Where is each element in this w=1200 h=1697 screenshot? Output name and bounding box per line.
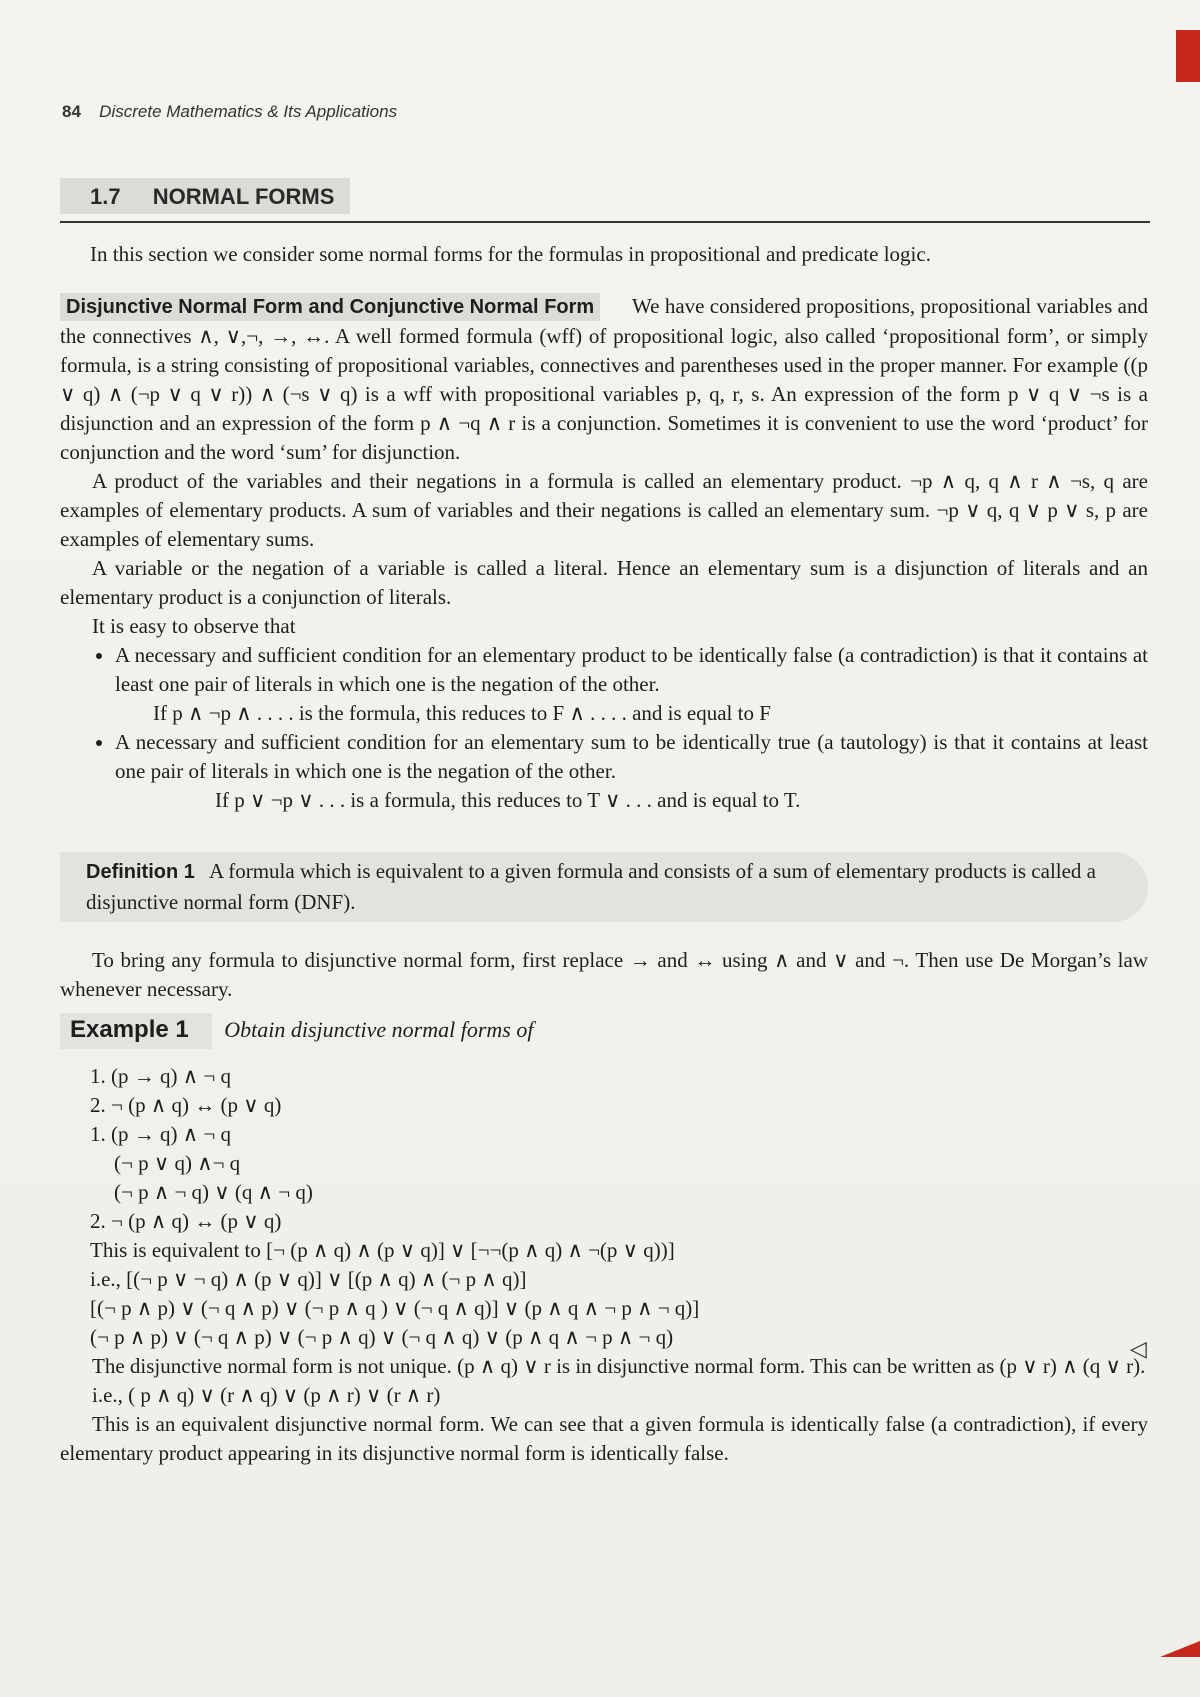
list-item-note: If p ∧ ¬p ∧ . . . . is the formula, this reduces to F ∧ . . . . and is equal to F: [153, 701, 771, 725]
solution-line: i.e., [(¬ p ∨ ¬ q) ∧ (p ∨ q)] ∨ [(p ∧ q) ∧ (¬ p ∧ q)]: [90, 1267, 527, 1291]
definition-text: A formula which is equivalent to a given formula and consists of a sum of elementary products is called a disjunctive normal form (DNF).: [86, 859, 1096, 914]
page-number: 84: [62, 102, 81, 121]
example-label: Example 1: [70, 1016, 189, 1043]
corner-tab-bottom: [1160, 1641, 1200, 1657]
section-rule: [60, 221, 1150, 223]
subsection-heading: Disjunctive Normal Form and Conjunctive Normal Form: [60, 293, 600, 321]
solution-line: (¬ p ∧ ¬ q) ∨ (q ∧ ¬ q): [114, 1180, 313, 1204]
solution-line: 1. (p → q) ∧ ¬ q: [90, 1122, 231, 1146]
definition-label: Definition 1: [86, 861, 195, 883]
subsection-para-3: A variable or the negation of a variable is called a literal. Hence an elementary sum is a disjunction of literals and an elementary product is a conjunction of literals.: [60, 556, 1148, 609]
section-title: NORMAL FORMS: [152, 184, 335, 209]
example-question: Obtain disjunctive normal forms of: [224, 1017, 534, 1042]
intro-paragraph: In this section we consider some normal forms for the formulas in propositional and predicate logic.: [90, 242, 931, 266]
section-number: 1.7: [90, 184, 121, 209]
condition-list: [60, 641, 1148, 815]
subsection-body: [60, 292, 1148, 815]
solution-line: [(¬ p ∧ p) ∨ (¬ q ∧ p) ∨ (¬ p ∧ q ) ∨ (¬ q ∧ q)] ∨ (p ∧ q ∧ ¬ p ∧ ¬ q)]: [90, 1296, 700, 1320]
corner-tab-top: [1176, 30, 1200, 82]
subsection-para-2: A product of the variables and their negations in a formula is called an elementary product. ¬p ∧ q, q ∧ r ∧ ¬s, q are examples of elementary products. A sum of variables and their negations is called an elementary sum. ¬p ∨ q, q ∨ p ∨ s, p are examples of elementary sums.: [60, 469, 1148, 551]
definition: [86, 856, 1136, 917]
running-header: [62, 102, 397, 122]
example-item: 2. ¬ (p ∧ q) ↔ (p ∨ q): [90, 1093, 282, 1117]
end-of-example-icon: ◁: [1130, 1336, 1147, 1361]
closing-para-1: The disjunctive normal form is not unique. (p ∧ q) ∨ r is in disjunctive normal form. This can be written as (p ∨ r) ∧ (q ∨ r).: [92, 1354, 1146, 1378]
section-heading: [90, 184, 334, 210]
solution-line: (¬ p ∨ q) ∧¬ q: [114, 1151, 241, 1175]
subsection-para-4: It is easy to observe that: [92, 614, 296, 638]
subsection-para-1: Disjunctive Normal Form and Conjunctive Normal Form We have considered propositions, propositional variables and the connectives ∧, ∨,¬, →, ↔. A well formed formula (wff) of propositional logic, also called ‘propositional form’, or simply formula, is a string consisting of propositional variables, connectives and parentheses used in the proper manner. For example ((p ∨ q) ∧ (¬p ∨ q ∨ r)) ∧ (¬s ∨ q) is a wff with propositional variables p, q, r, s. An expression of the form p ∨ q ∨ ¬s is a disjunction and an expression of the form p ∧ ¬q ∧ r is a conjunction. Sometimes it is convenient to use the word ‘product’ for conjunction and the word ‘sum’ for disjunction.: [60, 294, 1148, 464]
closing-line: i.e., ( p ∧ q) ∨ (r ∧ q) ∨ (p ∧ r) ∨ (r ∧ r): [92, 1383, 441, 1407]
list-item-note: If p ∨ ¬p ∨ . . . is a formula, this reduces to T ∨ . . . and is equal to T.: [215, 788, 801, 812]
example-items: [90, 1062, 1150, 1352]
solution-line: (¬ p ∧ p) ∨ (¬ q ∧ p) ∨ (¬ p ∧ q) ∨ (¬ q ∧ q) ∨ (p ∧ q ∧ ¬ p ∧ ¬ q): [90, 1325, 674, 1349]
list-item: • A necessary and sufficient condition for an elementary product to be identically false (a contradiction) is that it contains at least one pair of literals in which one is the negation of the other. If p ∧ ¬p ∧ . . . . is the formula, this reduces to F ∧ . . . . and is equal to F: [115, 641, 1148, 728]
example-heading: [70, 1016, 533, 1044]
after-definition: To bring any formula to disjunctive normal form, first replace → and ↔ using ∧ and ∨ and ¬. Then use De Morgan’s law whenever necessary.: [60, 948, 1148, 1001]
closing-para-2: This is an equivalent disjunctive normal form. We can see that a given formula is identically false (a contradiction), if every elementary product appearing in its disjunctive normal form is identically false.: [60, 1412, 1148, 1465]
list-item: • A necessary and sufficient condition for an elementary sum to be identically true (a tautology) is that it contains at least one pair of literals in which one is the negation of the other. If p ∨ ¬p ∨ . . . is a formula, this reduces to T ∨ . . . and is equal to T.: [115, 728, 1148, 815]
example-item: 1. (p → q) ∧ ¬ q: [90, 1064, 231, 1088]
solution-line: This is equivalent to [¬ (p ∧ q) ∧ (p ∨ q)] ∨ [¬¬(p ∧ q) ∧ ¬(p ∨ q))]: [90, 1238, 675, 1262]
book-title: Discrete Mathematics & Its Applications: [99, 102, 398, 121]
closing-text: [60, 1352, 1148, 1468]
solution-line: 2. ¬ (p ∧ q) ↔ (p ∨ q): [90, 1209, 282, 1233]
